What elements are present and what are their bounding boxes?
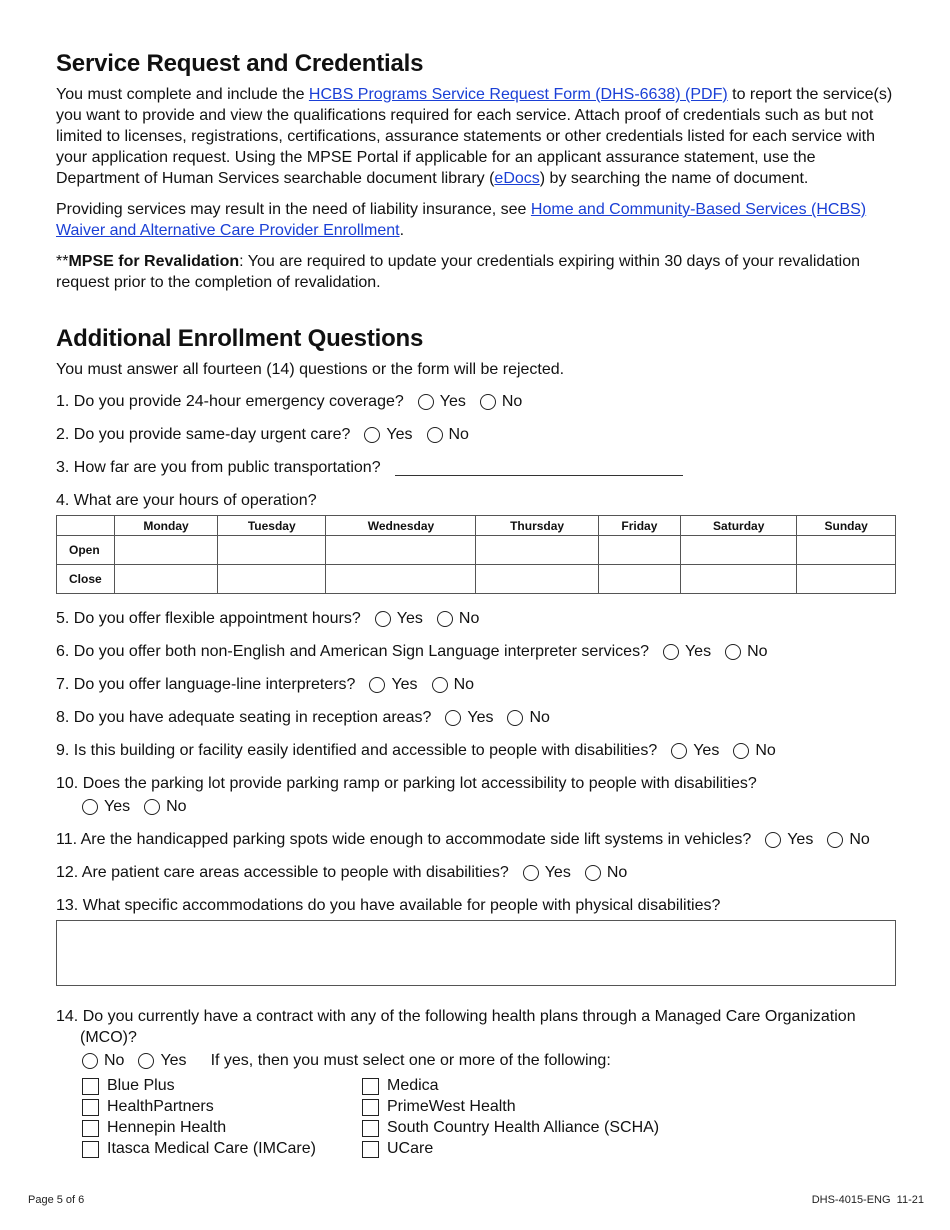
q14-instruction: If yes, then you must select one or more of the following: bbox=[210, 1052, 611, 1069]
enrollment-intro: You must answer all fourteen (14) questions or the form will be rejected. bbox=[56, 361, 565, 378]
q8-no-radio[interactable] bbox=[507, 707, 549, 728]
question-5 bbox=[56, 608, 896, 629]
p2-text-b: . bbox=[399, 222, 405, 239]
hours-header-row bbox=[57, 516, 896, 536]
q11-yes-radio[interactable] bbox=[765, 829, 813, 850]
checkbox-icon bbox=[362, 1099, 379, 1116]
question-4 bbox=[56, 490, 896, 511]
q14-no-radio[interactable] bbox=[82, 1050, 124, 1071]
radio-label: No bbox=[458, 610, 480, 627]
close-wednesday-cell[interactable] bbox=[326, 565, 476, 594]
radio-circle-icon bbox=[445, 710, 461, 726]
checkbox-label: Hennepin Health bbox=[107, 1119, 227, 1136]
radio-circle-icon bbox=[432, 677, 448, 693]
open-row-label: Open bbox=[57, 536, 115, 565]
radio-circle-icon bbox=[364, 427, 380, 443]
day-header: Sunday bbox=[797, 516, 896, 536]
q1-yes-radio[interactable] bbox=[418, 391, 466, 412]
healthpartners-checkbox[interactable] bbox=[82, 1098, 362, 1116]
question-8 bbox=[56, 707, 896, 728]
open-wednesday-cell[interactable] bbox=[326, 536, 476, 565]
radio-label: Yes bbox=[396, 610, 423, 627]
checkbox-label: UCare bbox=[387, 1140, 434, 1157]
hcbs-service-request-form-link[interactable]: HCBS Programs Service Request Form (DHS-6638) (PDF) bbox=[308, 86, 728, 103]
radio-circle-icon bbox=[427, 427, 443, 443]
radio-circle-icon bbox=[418, 394, 434, 410]
checkbox-icon bbox=[82, 1120, 99, 1137]
hours-of-operation-table bbox=[56, 515, 896, 594]
day-header: Wednesday bbox=[326, 516, 476, 536]
hennepin-health-checkbox[interactable] bbox=[82, 1119, 362, 1137]
service-request-paragraph bbox=[56, 84, 896, 189]
scha-checkbox[interactable] bbox=[362, 1119, 762, 1137]
p1-text-a: You must complete and include the bbox=[56, 86, 309, 103]
open-saturday-cell[interactable] bbox=[681, 536, 797, 565]
q7-no-radio[interactable] bbox=[432, 674, 474, 695]
blue-plus-checkbox[interactable] bbox=[82, 1077, 362, 1095]
day-header: Thursday bbox=[476, 516, 598, 536]
q1-no-radio[interactable] bbox=[480, 391, 522, 412]
radio-circle-icon bbox=[663, 644, 679, 660]
checkbox-icon bbox=[82, 1078, 99, 1095]
edocs-link[interactable]: eDocs bbox=[494, 170, 540, 187]
radio-circle-icon bbox=[523, 865, 539, 881]
radio-label: Yes bbox=[544, 864, 571, 881]
question-1 bbox=[56, 391, 896, 412]
question-14 bbox=[56, 1006, 896, 1048]
close-tuesday-cell[interactable] bbox=[218, 565, 326, 594]
p2-text-a: Providing services may result in the need of liability insurance, see bbox=[56, 201, 531, 218]
hours-open-row bbox=[57, 536, 896, 565]
q12-no-radio[interactable] bbox=[585, 862, 627, 883]
q14-yes-radio[interactable] bbox=[138, 1050, 186, 1071]
radio-circle-icon bbox=[138, 1053, 154, 1069]
q6-no-radio[interactable] bbox=[725, 641, 767, 662]
question-3 bbox=[56, 457, 896, 478]
radio-circle-icon bbox=[480, 394, 496, 410]
question-5-text: 5. Do you offer flexible appointment hours? bbox=[56, 610, 361, 627]
q2-no-radio[interactable] bbox=[427, 424, 469, 445]
transportation-distance-field[interactable] bbox=[395, 459, 683, 476]
q5-no-radio[interactable] bbox=[437, 608, 479, 629]
radio-label: Yes bbox=[467, 709, 494, 726]
q10-no-radio[interactable] bbox=[144, 796, 186, 817]
medica-checkbox[interactable] bbox=[362, 1077, 762, 1095]
day-header: Monday bbox=[115, 516, 218, 536]
question-8-text: 8. Do you have adequate seating in reception areas? bbox=[56, 709, 432, 726]
question-1-text: 1. Do you provide 24-hour emergency coverage? bbox=[56, 393, 404, 410]
radio-label: No bbox=[529, 709, 550, 726]
question-10-text: 10. Does the parking lot provide parking ramp or parking lot accessibility to people with disabilities? bbox=[56, 775, 757, 792]
checkbox-label: Medica bbox=[387, 1077, 439, 1094]
checkbox-label: PrimeWest Health bbox=[387, 1098, 516, 1115]
checkbox-icon bbox=[362, 1120, 379, 1137]
checkbox-label: HealthPartners bbox=[107, 1098, 214, 1115]
form-id: DHS-4015-ENG 11-21 bbox=[811, 1194, 924, 1206]
checkbox-label: Blue Plus bbox=[107, 1077, 175, 1094]
question-13-text: 13. What specific accommodations do you have available for people with physical disabilities? bbox=[56, 897, 721, 914]
radio-circle-icon bbox=[827, 832, 843, 848]
primewest-health-checkbox[interactable] bbox=[362, 1098, 762, 1116]
question-12 bbox=[56, 862, 896, 883]
radio-circle-icon bbox=[82, 799, 98, 815]
hcbs-waiver-enrollment-link[interactable]: Home and Community-Based Services (HCBS) Waiver and Alternative Care Provider Enrollment bbox=[56, 201, 867, 239]
radio-circle-icon bbox=[437, 611, 453, 627]
q7-yes-radio[interactable] bbox=[369, 674, 417, 695]
section-title-enrollment-questions: Additional Enrollment Questions bbox=[56, 325, 424, 352]
question-13 bbox=[56, 895, 896, 916]
revalidation-paragraph bbox=[56, 251, 896, 293]
hours-corner-cell bbox=[57, 516, 115, 536]
radio-label: No bbox=[166, 798, 187, 815]
ucare-checkbox[interactable] bbox=[362, 1140, 762, 1158]
p3-text: : You are required to update your credentials expiring within 30 days of your revalidation request prior to the completion of revalidation. bbox=[56, 253, 860, 291]
day-header: Tuesday bbox=[218, 516, 326, 536]
q11-no-radio[interactable] bbox=[827, 829, 869, 850]
radio-label: No bbox=[606, 864, 628, 881]
radio-label: Yes bbox=[693, 742, 720, 759]
p1-text-b: to report the service(s) you want to provide and view the qualifications required for each service. Attach proof of credentials such as but not limited to licenses, registrations, certifications, assurance statements or other credentials listed for each service with your application request. Using the MPSE Portal if applicable for an applicant assurance statement, use the Department of Human Services searchable document library ( bbox=[56, 86, 893, 187]
open-sunday-cell[interactable] bbox=[797, 536, 896, 565]
open-friday-cell[interactable] bbox=[598, 536, 680, 565]
question-2-text: 2. Do you provide same-day urgent care? bbox=[56, 426, 351, 443]
form-page bbox=[56, 50, 896, 1158]
radio-label: Yes bbox=[391, 676, 418, 693]
radio-label: Yes bbox=[160, 1052, 187, 1069]
radio-circle-icon bbox=[82, 1053, 98, 1069]
q9-no-radio[interactable] bbox=[733, 740, 775, 761]
liability-paragraph bbox=[56, 199, 896, 241]
radio-label: Yes bbox=[386, 426, 413, 443]
health-plan-checkboxes bbox=[56, 1077, 896, 1158]
radio-label: No bbox=[501, 393, 523, 410]
question-10-options bbox=[56, 796, 896, 817]
p1-text-c: ) by searching the name of document. bbox=[539, 170, 809, 187]
radio-label: No bbox=[448, 426, 469, 443]
q6-yes-radio[interactable] bbox=[663, 641, 711, 662]
imcare-checkbox[interactable] bbox=[82, 1140, 362, 1158]
question-12-text: 12. Are patient care areas accessible to people with disabilities? bbox=[56, 864, 509, 881]
q12-yes-radio[interactable] bbox=[523, 862, 571, 883]
radio-circle-icon bbox=[507, 710, 523, 726]
radio-label: No bbox=[453, 676, 475, 693]
radio-circle-icon bbox=[375, 611, 391, 627]
q8-yes-radio[interactable] bbox=[445, 707, 493, 728]
question-11 bbox=[56, 829, 896, 850]
checkbox-icon bbox=[362, 1078, 379, 1095]
close-monday-cell[interactable] bbox=[115, 565, 218, 594]
question-3-text: 3. How far are you from public transportation? bbox=[56, 459, 381, 476]
section-title-service-request: Service Request and Credentials bbox=[56, 50, 424, 77]
radio-circle-icon bbox=[585, 865, 601, 881]
radio-circle-icon bbox=[733, 743, 749, 759]
close-sunday-cell[interactable] bbox=[797, 565, 896, 594]
radio-circle-icon bbox=[671, 743, 687, 759]
checkbox-label: South Country Health Alliance (SCHA) bbox=[387, 1119, 660, 1136]
question-6-text: 6. Do you offer both non-English and American Sign Language interpreter services? bbox=[56, 643, 649, 660]
p3-prefix: ** bbox=[56, 253, 69, 270]
radio-circle-icon bbox=[765, 832, 781, 848]
question-4-text: 4. What are your hours of operation? bbox=[56, 492, 317, 509]
close-thursday-cell[interactable] bbox=[476, 565, 598, 594]
question-6 bbox=[56, 641, 896, 662]
page-number: Page 5 of 6 bbox=[28, 1194, 85, 1206]
day-header: Saturday bbox=[681, 516, 797, 536]
accommodations-text-area[interactable] bbox=[56, 920, 896, 986]
open-thursday-cell[interactable] bbox=[476, 536, 598, 565]
day-header: Friday bbox=[598, 516, 680, 536]
radio-label: Yes bbox=[439, 393, 466, 410]
close-friday-cell[interactable] bbox=[598, 565, 680, 594]
radio-label: No bbox=[747, 643, 768, 660]
radio-circle-icon bbox=[144, 799, 160, 815]
question-14-text: 14. Do you currently have a contract with any of the following health plans through a Managed Care Organization (MCO)? bbox=[56, 1008, 856, 1046]
q10-yes-radio[interactable] bbox=[82, 796, 130, 817]
question-7-text: 7. Do you offer language-line interpreters? bbox=[56, 676, 356, 693]
radio-label: Yes bbox=[684, 643, 712, 660]
q9-yes-radio[interactable] bbox=[671, 740, 719, 761]
checkbox-label: Itasca Medical Care (IMCare) bbox=[107, 1140, 316, 1157]
close-saturday-cell[interactable] bbox=[681, 565, 797, 594]
radio-label: No bbox=[755, 742, 776, 759]
question-7 bbox=[56, 674, 896, 695]
revalidation-label: MPSE for Revalidation bbox=[68, 253, 240, 270]
question-9 bbox=[56, 740, 896, 761]
open-monday-cell[interactable] bbox=[115, 536, 218, 565]
radio-label: No bbox=[849, 831, 870, 848]
close-row-label: Close bbox=[57, 565, 115, 594]
checkbox-icon bbox=[362, 1141, 379, 1158]
question-11-text: 11. Are the handicapped parking spots wide enough to accommodate side lift systems in vehicles? bbox=[56, 831, 752, 848]
q2-yes-radio[interactable] bbox=[364, 424, 412, 445]
question-10 bbox=[56, 773, 896, 794]
question-14-options bbox=[56, 1050, 896, 1071]
checkbox-icon bbox=[82, 1141, 99, 1158]
radio-label: No bbox=[104, 1052, 125, 1069]
checkbox-icon bbox=[82, 1099, 99, 1116]
radio-label: Yes bbox=[787, 831, 814, 848]
question-9-text: 9. Is this building or facility easily identified and accessible to people with disabilities? bbox=[56, 742, 658, 759]
radio-circle-icon bbox=[369, 677, 385, 693]
question-2 bbox=[56, 424, 896, 445]
radio-circle-icon bbox=[725, 644, 741, 660]
open-tuesday-cell[interactable] bbox=[218, 536, 326, 565]
radio-label: Yes bbox=[104, 798, 131, 815]
q5-yes-radio[interactable] bbox=[375, 608, 423, 629]
hours-close-row bbox=[57, 565, 896, 594]
